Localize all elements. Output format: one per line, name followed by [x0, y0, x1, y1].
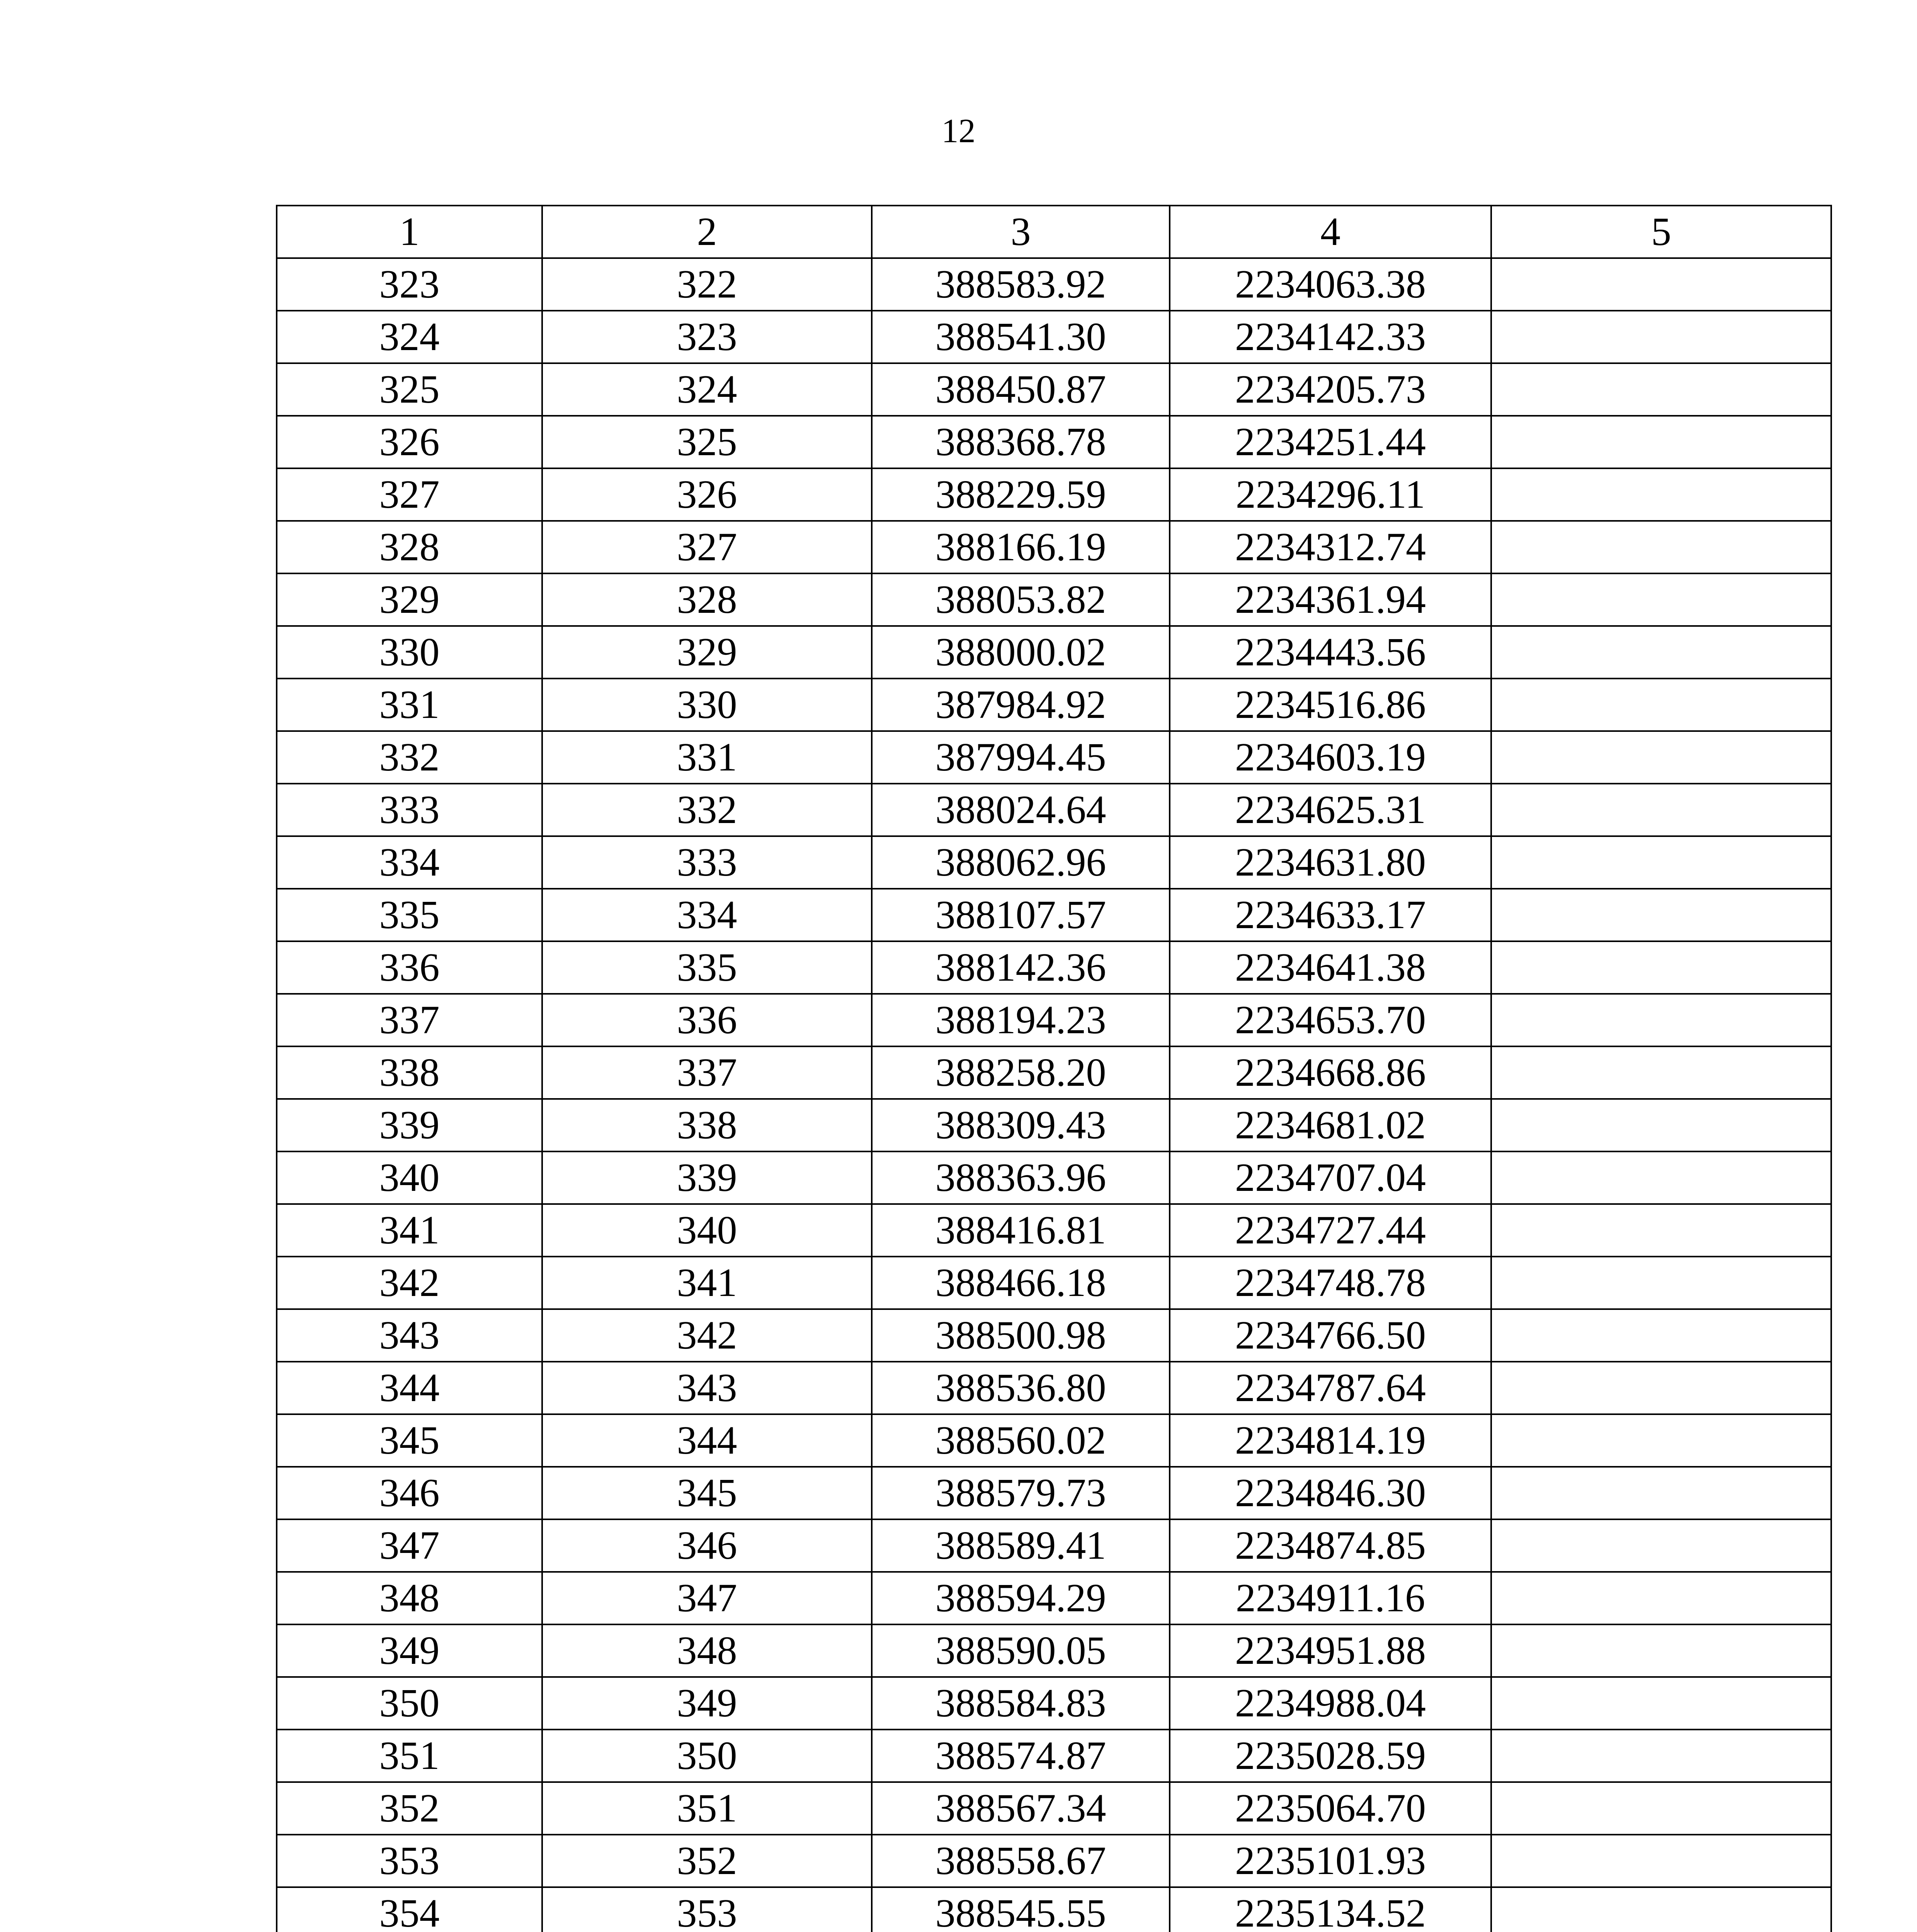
table-cell: 2234814.19	[1170, 1414, 1491, 1467]
table-row	[277, 626, 1831, 679]
table-cell: 326	[277, 416, 542, 468]
table-cell: 387984.92	[872, 679, 1170, 731]
table-cell: 333	[277, 784, 542, 836]
table-cell	[1491, 994, 1831, 1046]
table-cell: 387994.45	[872, 731, 1170, 784]
table-cell	[1491, 941, 1831, 994]
table-cell: 2234951.88	[1170, 1624, 1491, 1677]
table-cell: 2234633.17	[1170, 889, 1491, 941]
table-cell: 2234312.74	[1170, 521, 1491, 573]
table-row	[277, 363, 1831, 416]
table-cell: 2234641.38	[1170, 941, 1491, 994]
table-cell	[1491, 521, 1831, 573]
table-cell: 345	[542, 1467, 872, 1519]
table-cell: 324	[542, 363, 872, 416]
table-cell: 343	[542, 1362, 872, 1414]
coordinates-table	[276, 205, 1832, 1932]
table-cell: 2234653.70	[1170, 994, 1491, 1046]
table-header	[277, 206, 1831, 258]
table-cell: 346	[277, 1467, 542, 1519]
table-cell: 338	[277, 1046, 542, 1099]
table-cell: 2234443.56	[1170, 626, 1491, 679]
table-row	[277, 1887, 1831, 1932]
table-cell: 388024.64	[872, 784, 1170, 836]
table-cell: 388536.80	[872, 1362, 1170, 1414]
table-cell: 351	[277, 1730, 542, 1782]
table-cell: 2234063.38	[1170, 258, 1491, 311]
column-header: 5	[1491, 206, 1831, 258]
header-row	[277, 206, 1831, 258]
table-cell: 327	[277, 468, 542, 521]
table-cell: 2234727.44	[1170, 1204, 1491, 1257]
table-cell: 336	[277, 941, 542, 994]
table-cell: 2234846.30	[1170, 1467, 1491, 1519]
table-row	[277, 1782, 1831, 1835]
table-cell: 341	[542, 1257, 872, 1309]
table-cell	[1491, 731, 1831, 784]
table-cell: 344	[277, 1362, 542, 1414]
table-cell: 2235101.93	[1170, 1835, 1491, 1887]
table-cell: 322	[542, 258, 872, 311]
table-cell: 388558.67	[872, 1835, 1170, 1887]
table-cell: 2234251.44	[1170, 416, 1491, 468]
table-cell	[1491, 889, 1831, 941]
table-cell: 326	[542, 468, 872, 521]
table-cell	[1491, 1046, 1831, 1099]
table-body	[277, 258, 1831, 1932]
table-cell: 2234911.16	[1170, 1572, 1491, 1624]
column-header: 1	[277, 206, 542, 258]
table-cell: 388583.92	[872, 258, 1170, 311]
table-cell	[1491, 1519, 1831, 1572]
table-row	[277, 1099, 1831, 1151]
table-row	[277, 311, 1831, 363]
table-cell	[1491, 311, 1831, 363]
table-cell: 351	[542, 1782, 872, 1835]
table-cell: 2234787.64	[1170, 1362, 1491, 1414]
table-cell: 388062.96	[872, 836, 1170, 889]
table-cell: 388500.98	[872, 1309, 1170, 1362]
table-cell: 347	[277, 1519, 542, 1572]
table-cell: 330	[277, 626, 542, 679]
table-cell: 388363.96	[872, 1151, 1170, 1204]
table-cell: 346	[542, 1519, 872, 1572]
table-cell: 353	[277, 1835, 542, 1887]
table-row	[277, 468, 1831, 521]
table-cell: 331	[277, 679, 542, 731]
table-cell: 354	[277, 1887, 542, 1932]
table-cell: 342	[542, 1309, 872, 1362]
table-cell: 349	[542, 1677, 872, 1730]
table-cell: 388194.23	[872, 994, 1170, 1046]
table-row	[277, 1046, 1831, 1099]
table-row	[277, 1624, 1831, 1677]
table-cell: 328	[542, 573, 872, 626]
table-cell: 2234748.78	[1170, 1257, 1491, 1309]
table-cell: 348	[277, 1572, 542, 1624]
table-cell: 332	[542, 784, 872, 836]
table-cell: 347	[542, 1572, 872, 1624]
table-cell	[1491, 468, 1831, 521]
table-cell	[1491, 1099, 1831, 1151]
table-cell	[1491, 1257, 1831, 1309]
table-cell	[1491, 1414, 1831, 1467]
table-row	[277, 784, 1831, 836]
table-row	[277, 889, 1831, 941]
table-row	[277, 573, 1831, 626]
table-row	[277, 258, 1831, 311]
table-cell: 2234631.80	[1170, 836, 1491, 889]
table-cell: 333	[542, 836, 872, 889]
table-cell: 353	[542, 1887, 872, 1932]
table-cell: 2234707.04	[1170, 1151, 1491, 1204]
table-row	[277, 1151, 1831, 1204]
table-cell: 388594.29	[872, 1572, 1170, 1624]
table-cell	[1491, 1362, 1831, 1414]
table-cell: 337	[277, 994, 542, 1046]
table-row	[277, 941, 1831, 994]
table-cell: 2234625.31	[1170, 784, 1491, 836]
table-cell: 388368.78	[872, 416, 1170, 468]
table-row	[277, 1467, 1831, 1519]
table-cell	[1491, 626, 1831, 679]
column-header: 4	[1170, 206, 1491, 258]
table-cell: 2234603.19	[1170, 731, 1491, 784]
table-row	[277, 994, 1831, 1046]
table-cell: 352	[277, 1782, 542, 1835]
table-cell: 337	[542, 1046, 872, 1099]
table-cell: 2234988.04	[1170, 1677, 1491, 1730]
table-cell: 329	[542, 626, 872, 679]
table-cell: 323	[542, 311, 872, 363]
table-cell: 2235064.70	[1170, 1782, 1491, 1835]
table-cell: 388000.02	[872, 626, 1170, 679]
table-cell: 345	[277, 1414, 542, 1467]
table-row	[277, 1204, 1831, 1257]
table-cell: 388229.59	[872, 468, 1170, 521]
table-cell	[1491, 1730, 1831, 1782]
table-row	[277, 1257, 1831, 1309]
table-cell	[1491, 784, 1831, 836]
table-cell	[1491, 1677, 1831, 1730]
table-cell: 2234296.11	[1170, 468, 1491, 521]
table-cell: 388545.55	[872, 1887, 1170, 1932]
table-cell: 328	[277, 521, 542, 573]
table-cell: 388541.30	[872, 311, 1170, 363]
page-number: 12	[941, 112, 976, 150]
table-row	[277, 1309, 1831, 1362]
table-cell: 388574.87	[872, 1730, 1170, 1782]
table-row	[277, 1677, 1831, 1730]
table-cell: 388560.02	[872, 1414, 1170, 1467]
table-row	[277, 521, 1831, 573]
table-cell: 2234205.73	[1170, 363, 1491, 416]
table-cell: 388567.34	[872, 1782, 1170, 1835]
table-cell	[1491, 1624, 1831, 1677]
table-cell	[1491, 1151, 1831, 1204]
table-cell: 388107.57	[872, 889, 1170, 941]
table-cell: 343	[277, 1309, 542, 1362]
table-row	[277, 1730, 1831, 1782]
table-cell: 2234668.86	[1170, 1046, 1491, 1099]
table-cell: 342	[277, 1257, 542, 1309]
table-row	[277, 836, 1831, 889]
table-cell: 388590.05	[872, 1624, 1170, 1677]
table-cell: 325	[277, 363, 542, 416]
table-cell: 2234361.94	[1170, 573, 1491, 626]
table-cell: 2235134.52	[1170, 1887, 1491, 1932]
table-cell: 330	[542, 679, 872, 731]
table-row	[277, 416, 1831, 468]
table-row	[277, 1362, 1831, 1414]
table-cell: 2234874.85	[1170, 1519, 1491, 1572]
table-cell: 388589.41	[872, 1519, 1170, 1572]
table-cell: 388166.19	[872, 521, 1170, 573]
table-cell: 352	[542, 1835, 872, 1887]
table-cell: 338	[542, 1099, 872, 1151]
table-cell: 344	[542, 1414, 872, 1467]
table-cell: 388053.82	[872, 573, 1170, 626]
table-cell: 2234142.33	[1170, 311, 1491, 363]
table-cell: 335	[542, 941, 872, 994]
table-cell: 349	[277, 1624, 542, 1677]
table-cell: 388466.18	[872, 1257, 1170, 1309]
table-row	[277, 1572, 1831, 1624]
table-cell: 329	[277, 573, 542, 626]
table-cell: 388416.81	[872, 1204, 1170, 1257]
table-cell: 2234681.02	[1170, 1099, 1491, 1151]
column-header: 2	[542, 206, 872, 258]
table-cell: 350	[277, 1677, 542, 1730]
table-cell: 388258.20	[872, 1046, 1170, 1099]
table-cell: 335	[277, 889, 542, 941]
table-cell: 325	[542, 416, 872, 468]
table-cell: 340	[277, 1151, 542, 1204]
table-cell	[1491, 1782, 1831, 1835]
table-cell	[1491, 1835, 1831, 1887]
table-cell: 339	[277, 1099, 542, 1151]
table-cell	[1491, 1467, 1831, 1519]
table-cell	[1491, 1204, 1831, 1257]
table-cell: 350	[542, 1730, 872, 1782]
table-cell	[1491, 363, 1831, 416]
table-cell: 2234766.50	[1170, 1309, 1491, 1362]
table-cell	[1491, 1572, 1831, 1624]
table-cell	[1491, 679, 1831, 731]
table-cell: 2235028.59	[1170, 1730, 1491, 1782]
table-cell: 336	[542, 994, 872, 1046]
table-row	[277, 731, 1831, 784]
table-row	[277, 1835, 1831, 1887]
column-header: 3	[872, 206, 1170, 258]
table-row	[277, 1414, 1831, 1467]
table-row	[277, 679, 1831, 731]
table-cell: 388309.43	[872, 1099, 1170, 1151]
table-cell: 388450.87	[872, 363, 1170, 416]
table-cell: 334	[277, 836, 542, 889]
table-cell: 388584.83	[872, 1677, 1170, 1730]
table-cell: 340	[542, 1204, 872, 1257]
table-cell: 334	[542, 889, 872, 941]
table-cell: 2234516.86	[1170, 679, 1491, 731]
table-row	[277, 1519, 1831, 1572]
table-cell: 348	[542, 1624, 872, 1677]
table-cell	[1491, 416, 1831, 468]
table-cell	[1491, 258, 1831, 311]
table-cell: 331	[542, 731, 872, 784]
table-cell	[1491, 573, 1831, 626]
table-cell: 388142.36	[872, 941, 1170, 994]
table-cell	[1491, 836, 1831, 889]
table-cell: 327	[542, 521, 872, 573]
table-cell	[1491, 1309, 1831, 1362]
table-cell: 339	[542, 1151, 872, 1204]
table-cell: 388579.73	[872, 1467, 1170, 1519]
table-cell: 323	[277, 258, 542, 311]
table-cell: 341	[277, 1204, 542, 1257]
table-cell: 332	[277, 731, 542, 784]
table-cell: 324	[277, 311, 542, 363]
table-cell	[1491, 1887, 1831, 1932]
